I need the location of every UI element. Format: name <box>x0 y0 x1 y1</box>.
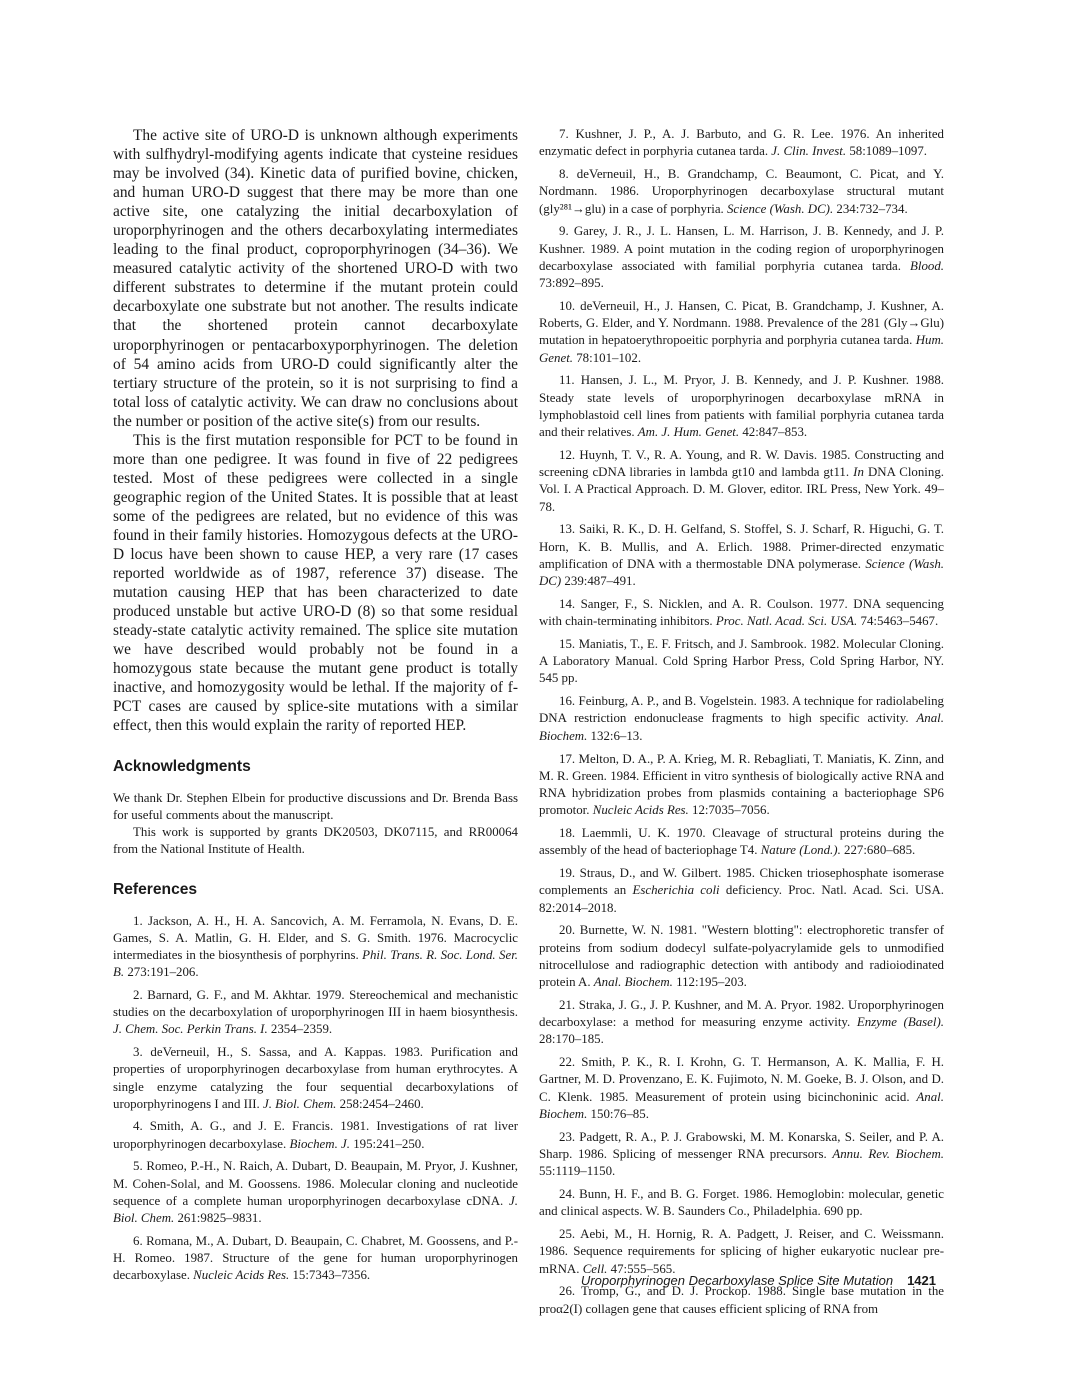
reference-journal: Nucleic Acids Res. <box>592 803 689 818</box>
reference-text: 15. Maniatis, T., E. F. Fritsch, and J. Sambrook. 1982. Molecular Cloning. A Laboratory Manual. Cold Spring Harbor Press, Cold Spring Harbor, NY. 545 pp. <box>539 636 944 686</box>
reference-journal: J. Chem. Soc. Perkin Trans. I. <box>113 1022 268 1037</box>
reference-text: 132:6–13. <box>587 728 643 743</box>
reference-item <box>539 596 944 630</box>
reference-text: 26. Tromp, G., and D. J. Prockop. 1988. Single base mutation in the proα2(I) collagen gene that causes efficient splicing of RNA from <box>539 1284 944 1316</box>
reference-text: 227:680–685. <box>840 843 916 858</box>
reference-text: 7. Kushner, J. P., A. J. Barbuto, and G. R. Lee. 1976. An inherited enzymatic defect in porphyria cutanea tarda. <box>539 127 944 159</box>
reference-text: 3. deVerneuil, H., S. Sassa, and A. Kappas. 1983. Purification and properties of uroporphyrinogen decarboxylase from human erythrocytes. A single enzyme catalyzing the four sequential decarboxylations of uroporphyrinogens I and III. <box>113 1045 518 1111</box>
left-column <box>113 126 518 1290</box>
acknowledgments-paragraph-1: We thank Dr. Stephen Elbein for productive discussions and Dr. Brenda Bass for useful comments about the manuscript. <box>113 790 518 822</box>
reference-text: 112:195–203. <box>672 975 747 990</box>
reference-journal: Phil. Trans. R. Soc. Lond. Ser. B. <box>113 948 518 980</box>
reference-text: 74:5463–5467. <box>857 614 939 629</box>
reference-text: 78:101–102. <box>573 350 642 365</box>
reference-item <box>113 1044 518 1113</box>
acknowledgments-heading: Acknowledgments <box>113 757 251 775</box>
reference-text: 58:1089–1097. <box>846 144 928 159</box>
reference-text: 195:241–250. <box>349 1136 425 1151</box>
reference-item <box>539 1283 944 1317</box>
acknowledgments-paragraph-2: This work is supported by grants DK20503, DK07115, and RR00064 from the National Institute of Health. <box>113 825 518 857</box>
reference-item <box>539 693 944 745</box>
references-list-left <box>113 913 518 1285</box>
reference-journal: Proc. Natl. Acad. Sci. USA. <box>715 614 858 629</box>
reference-text: 261:9825–9831. <box>174 1210 262 1225</box>
body-paragraph-2: This is the first mutation responsible for PCT to be found in more than one pedigree. It was found in five of 22 pedigrees tested. Most of these pedigrees were collected in a single geographic region of the United States. It is possible that at least some of the pedigrees are related, but no evidence of this was found in their family histories. Homozygous defects at the URO-D locus have been shown to cause HEP, a very rare (17 cases reported worldwide as of 1987, reference 37) disease. The mutation causing HEP that has been characterized to date produced unstable but active URO-D (8) so that some residual steady-state catalytic activity remained. The splice site mutation we have described would probably not be found in a homozygous state because the mutant gene product is totally inactive, and homozygosity would be lethal. If the majority of f-PCT cases are caused by splice-site mutations with a similar effect, then this would explain the rarity of reported HEP. <box>113 431 518 735</box>
reference-item <box>113 913 518 982</box>
right-column <box>539 126 944 1324</box>
reference-text: 2354–2359. <box>267 1022 333 1037</box>
reference-text: 47:555–565. <box>607 1261 676 1276</box>
body-paragraph-1: The active site of URO-D is unknown although experiments with sulfhydryl-modifying agents indicate that cysteine residues may be involved (34). Kinetic data of purified bovine, chicken, and human URO-D suggest that there may be more than one active site, one catalyzing the initial decarboxylation of uroporphyrinogen and the others decarboxylating intermediates leading to the final product, coproporphyrinogen (34–36). We measured catalytic activity of the shortened URO-D with two different substrates to determine if the mutant protein could decarboxylate one substrate but not another. The results indicate that the shortened protein cannot decarboxylate uroporphyrinogen or pentacarboxyporphyrinogen. The deletion of 54 amino acids from URO-D could significantly alter the tertiary structure of the protein, so it is not surprising to find a total loss of catalytic activity. We can draw no conclusions about the number or position of the active site(s) from our results. <box>113 127 518 430</box>
reference-journal: In <box>853 465 864 480</box>
reference-journal: Biochem. J. <box>289 1136 350 1151</box>
reference-item <box>539 223 944 292</box>
reference-item <box>539 1054 944 1123</box>
reference-text: 14. Sanger, F., S. Nicklen, and A. R. Coulson. 1977. DNA sequencing with chain-terminating inhibitors. <box>539 596 944 629</box>
reference-journal: Anal. Biochem. <box>539 711 944 743</box>
reference-item <box>113 1158 518 1227</box>
reference-item <box>539 298 944 367</box>
references-heading: References <box>113 880 198 898</box>
reference-journal: Anal. Biochem. <box>593 975 673 990</box>
reference-text: 11. Hansen, J. L., M. Pryor, J. B. Kennedy, and J. P. Kushner. 1988. Steady state levels of uroporphyrinogen decarboxylase mRNA in lymphoblastoid cell lines from patients with familial porphyria cutanea tarda and their relatives. <box>539 373 944 439</box>
reference-journal: Annu. Rev. Biochem. <box>832 1146 944 1161</box>
reference-text: 22. Smith, P. K., R. I. Krohn, G. T. Hermanson, A. K. Mallia, F. H. Gartner, M. D. Provenzano, E. K. Fujimoto, N. M. Goeke, B. J. Olson, and D. C. Klenk. 1985. Measurement of protein using bicinchoninic acid. <box>539 1055 944 1104</box>
reference-text: 4. Smith, A. G., and J. E. Francis. 1981. Investigations of rat liver uroporphyrinogen decarboxylase. <box>113 1119 518 1151</box>
reference-item <box>539 1226 944 1278</box>
reference-text: 1. Jackson, A. H., H. A. Sancovich, A. M. Ferramola, N. Evans, D. E. Games, S. A. Matlin, G. H. Elder, and S. G. Smith. 1976. Macrocyclic intermediates in the biosynthesis of porphyrins. <box>113 913 518 963</box>
reference-item <box>539 751 944 820</box>
reference-item <box>539 126 944 160</box>
reference-text: 5. Romeo, P.-H., N. Raich, A. Dubart, D. Beaupain, M. Pryor, J. Kushner, M. Cohen-Solal, and M. Goossens. 1986. Molecular cloning and nucleotide sequence of a complete human uroporphyrinogen decarboxylase cDNA. <box>113 1159 518 1208</box>
reference-text: 24. Bunn, H. F., and B. G. Forget. 1986. Hemoglobin: molecular, genetic and clinical aspects. W. B. Saunders Co., Philadelphia. 690 pp. <box>539 1187 944 1219</box>
reference-item <box>539 372 944 441</box>
reference-text: 150:76–85. <box>587 1106 649 1121</box>
reference-journal: Cell. <box>582 1261 608 1276</box>
running-title: Uroporphyrinogen Decarboxylase Splice Site Mutation <box>580 1273 894 1288</box>
reference-item <box>539 447 944 516</box>
reference-text: 258:2454–2460. <box>336 1096 424 1111</box>
reference-journal: Am. J. Hum. Genet. <box>637 425 740 439</box>
reference-text: 2. Barnard, G. F., and M. Akhtar. 1979. Stereochemical and mechanistic studies on the decarboxylation of uroporphyrinogen III in haem biosynthesis. <box>113 988 518 1020</box>
reference-text: 239:487–491. <box>561 574 636 588</box>
reference-text: 13. Saiki, R. K., D. H. Gelfand, S. Stoffel, S. J. Scharf, R. Higuchi, G. T. Horn, K. B. Mullis, and A. Erlich. 1988. Primer-directed enzymatic amplification of DNA with a thermostable DNA polymerase. <box>539 522 944 571</box>
reference-text: 17. Melton, D. A., P. A. Krieg, M. R. Rebagliati, T. Maniatis, K. Zinn, and M. R. Green. 1984. Efficient in vitro synthesis of biologically active RNA and RNA hybridization probes from plasmids containing a bacteriophage SP6 promotor. <box>539 751 944 818</box>
reference-journal: Science (Wash. DC). <box>726 201 834 216</box>
reference-journal: Escherichia coli <box>632 883 720 898</box>
reference-journal: Hum. Genet. <box>539 333 944 365</box>
reference-text: 6. Romana, M., A. Dubart, D. Beaupain, C. Chabret, M. Goossens, and P.-H. Romeo. 1987. Structure of the gene for human uroporphyrinogen decarboxylase. <box>113 1233 518 1283</box>
reference-journal: Enzyme (Basel). <box>856 1015 944 1030</box>
reference-text: 16. Feinburg, A. P., and B. Vogelstein. 1983. A technique for radiolabeling DNA restriction endonuclease fragments to high specific activity. <box>539 694 944 726</box>
reference-text: 23. Padgett, R. A., P. J. Grabowski, M. M. Konarska, S. Seiler, and P. A. Sharp. 1986. Splicing of messenger RNA precursors. <box>539 1129 944 1161</box>
reference-item <box>113 1233 518 1285</box>
reference-journal: J. Biol. Chem. <box>113 1193 518 1225</box>
reference-item <box>539 1129 944 1181</box>
reference-journal: Nucleic Acids Res. <box>193 1268 290 1283</box>
reference-text: 18. Laemmli, U. K. 1970. Cleavage of structural proteins during the assembly of the head of bacteriophage T4. <box>539 826 944 858</box>
reference-item <box>539 922 944 991</box>
reference-journal: Blood. <box>909 258 944 273</box>
reference-journal: Nature (Lond.). <box>760 843 841 858</box>
reference-item <box>539 521 944 590</box>
reference-text: 20. Burnette, W. N. 1981. "Western blotting": electrophoretic transfer of proteins from sodium dodecyl sulfate-polyacrylamide gels to unmodified nitrocellulose and radiographic detection with antibody and radioiodinated protein A. <box>539 923 944 990</box>
reference-text: 10. deVerneuil, H., J. Hansen, C. Picat, B. Grandchamp, J. Kushner, A. Roberts, G. Elder, and Y. Nordmann. 1988. Prevalence of the 281 (Gly→Glu) mutation in hepatoerythropoeitic porphyria and porphyria cutanea tarda. <box>539 298 944 348</box>
reference-text: 12:7035–7056. <box>688 803 770 818</box>
reference-text: 9. Garey, J. R., J. L. Hansen, L. M. Harrison, J. B. Kennedy, and J. P. Kushner. 1989. A point mutation in the coding region of uroporphyrinogen decarboxylase associated with familial porphyria cutanea tarda. <box>539 224 944 273</box>
reference-item <box>539 825 944 859</box>
reference-text: 25. Aebi, M., H. Hornig, R. A. Padgett, J. Reiser, and C. Weissmann. 1986. Sequence requirements for splicing of higher eukaryotic nuclear pre-mRNA. <box>539 1227 944 1276</box>
reference-item <box>113 1118 518 1152</box>
reference-journal: Science (Wash. DC) <box>539 556 944 588</box>
references-list-right <box>539 126 944 1318</box>
reference-text: 234:732–734. <box>833 201 908 216</box>
reference-text: 55:1119–1150. <box>539 1164 616 1179</box>
page-number: 1421 <box>907 1273 936 1288</box>
reference-item <box>539 166 944 218</box>
reference-journal: J. Biol. Chem. <box>263 1096 337 1111</box>
reference-text: 273:191–206. <box>124 965 199 980</box>
reference-text: 19. Straus, D., and W. Gilbert. 1985. Chicken triosephosphate isomerase complements an <box>539 866 944 898</box>
reference-item <box>113 987 518 1039</box>
reference-text: DNA Cloning. Vol. I. A Practical Approach. D. M. Glover, editor. IRL Press, New York. 49–78. <box>539 465 944 514</box>
reference-text: deficiency. Proc. Natl. Acad. Sci. USA. 82:2014–2018. <box>539 883 944 915</box>
reference-text: 15:7343–7356. <box>289 1268 371 1283</box>
reference-item <box>539 997 944 1049</box>
page-footer <box>556 1273 936 1288</box>
reference-item <box>539 636 944 688</box>
reference-text: 8. deVerneuil, H., B. Grandchamp, C. Beaumont, C. Picat, and Y. Nordmann. 1986. Uroporphyrinogen decarboxylase structural mutant (gly²⁸¹→glu) in a case of porphyria. <box>539 167 944 216</box>
reference-text: 28:170–185. <box>539 1032 604 1047</box>
reference-item <box>539 1186 944 1220</box>
reference-text: 42:847–853. <box>739 425 808 439</box>
reference-text: 12. Huynh, T. V., R. A. Young, and R. W. Davis. 1985. Constructing and screening cDNA libraries in lambda gt10 and lambda gt11. <box>539 447 944 480</box>
reference-journal: Anal. Biochem. <box>539 1089 944 1121</box>
reference-text: 21. Straka, J. G., J. P. Kushner, and M. A. Pryor. 1982. Uroporphyrinogen decarboxylase: a method for measuring enzyme activity. <box>539 997 944 1030</box>
reference-journal: J. Clin. Invest. <box>771 144 847 159</box>
reference-item <box>539 865 944 917</box>
reference-text: 73:892–895. <box>539 276 604 290</box>
